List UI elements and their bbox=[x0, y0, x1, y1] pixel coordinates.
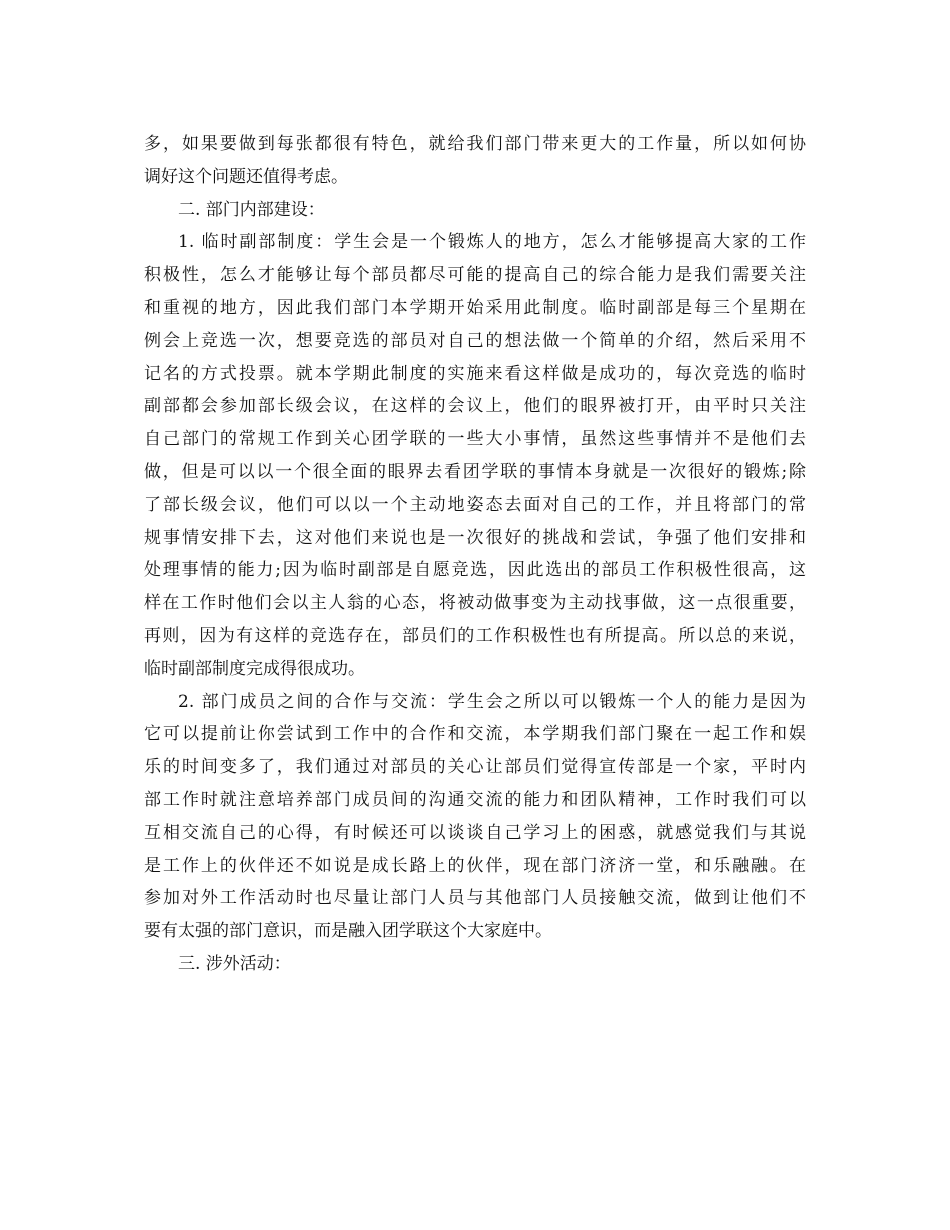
text-line: 自己部门的常规工作到关心团学联的一些大小事情，虽然这些事情并不是他们去 bbox=[144, 429, 806, 450]
text-line: 规事情安排下去，这对他们来说也是一次很好的挑战和尝试，争强了他们安排和 bbox=[144, 527, 806, 548]
text-line: 是工作上的伙伴还不如说是成长路上的伙伴，现在部门济济一堂，和乐融融。在 bbox=[144, 855, 806, 876]
text-line: 参加对外工作活动时也尽量让部门人员与其他部门人员接触交流，做到让他们不 bbox=[144, 888, 806, 909]
text-line: 记名的方式投票。就本学期此制度的实施来看这样做是成功的，每次竞选的临时 bbox=[144, 363, 806, 384]
document-body bbox=[144, 128, 806, 981]
text-line: 调好这个问题还值得考虑。 bbox=[144, 166, 348, 187]
text-line: 积极性，怎么才能够让每个部员都尽可能的提高自己的综合能力是我们需要关注 bbox=[144, 265, 806, 286]
text-line: 副部都会参加部长级会议，在这样的会议上，他们的眼界被打开，由平时只关注 bbox=[144, 396, 806, 417]
section-heading: 二. 部门内部建设： bbox=[178, 199, 325, 220]
text-line: 和重视的地方，因此我们部门本学期开始采用此制度。临时副部是每三个星期在 bbox=[144, 297, 806, 318]
text-line: 临时副部制度完成得很成功。 bbox=[144, 658, 365, 679]
section-heading: 三. 涉外活动： bbox=[178, 953, 291, 974]
text-line: 要有太强的部门意识，而是融入团学联这个大家庭中。 bbox=[144, 921, 552, 942]
text-line: 部工作时就注意培养部门成员间的沟通交流的能力和团队精神，工作时我们可以 bbox=[144, 789, 806, 810]
text-line: 处理事情的能力;因为临时副部是自愿竞选，因此选出的部员工作积极性很高，这 bbox=[144, 560, 806, 581]
text-line: 了部长级会议，他们可以以一个主动地姿态去面对自己的工作，并且将部门的常 bbox=[144, 494, 806, 515]
text-line: 再则，因为有这样的竞选存在，部员们的工作积极性也有所提高。所以总的来说， bbox=[144, 625, 806, 646]
text-line: 2. 部门成员之间的合作与交流：学生会之所以可以锻炼一个人的能力是因为 bbox=[178, 691, 806, 712]
text-line: 互相交流自己的心得，有时候还可以谈谈自己学习上的困惑，就感觉我们与其说 bbox=[144, 822, 806, 843]
text-line: 做，但是可以以一个很全面的眼界去看团学联的事情本身就是一次很好的锻炼;除 bbox=[144, 461, 806, 482]
text-line: 样在工作时他们会以主人翁的心态，将被动做事变为主动找事做，这一点很重要， bbox=[144, 593, 806, 614]
text-line: 它可以提前让你尝试到工作中的合作和交流，本学期我们部门聚在一起工作和娱 bbox=[144, 724, 806, 745]
text-line: 1. 临时副部制度：学生会是一个锻炼人的地方，怎么才能够提高大家的工作 bbox=[178, 232, 806, 253]
text-line: 乐的时间变多了，我们通过对部员的关心让部员们觉得宣传部是一个家，平时内 bbox=[144, 757, 806, 778]
text-line: 多，如果要做到每张都很有特色，就给我们部门带来更大的工作量，所以如何协 bbox=[144, 134, 806, 154]
text-line: 例会上竞选一次，想要竞选的部员对自己的想法做一个简单的介绍，然后采用不 bbox=[144, 330, 806, 351]
